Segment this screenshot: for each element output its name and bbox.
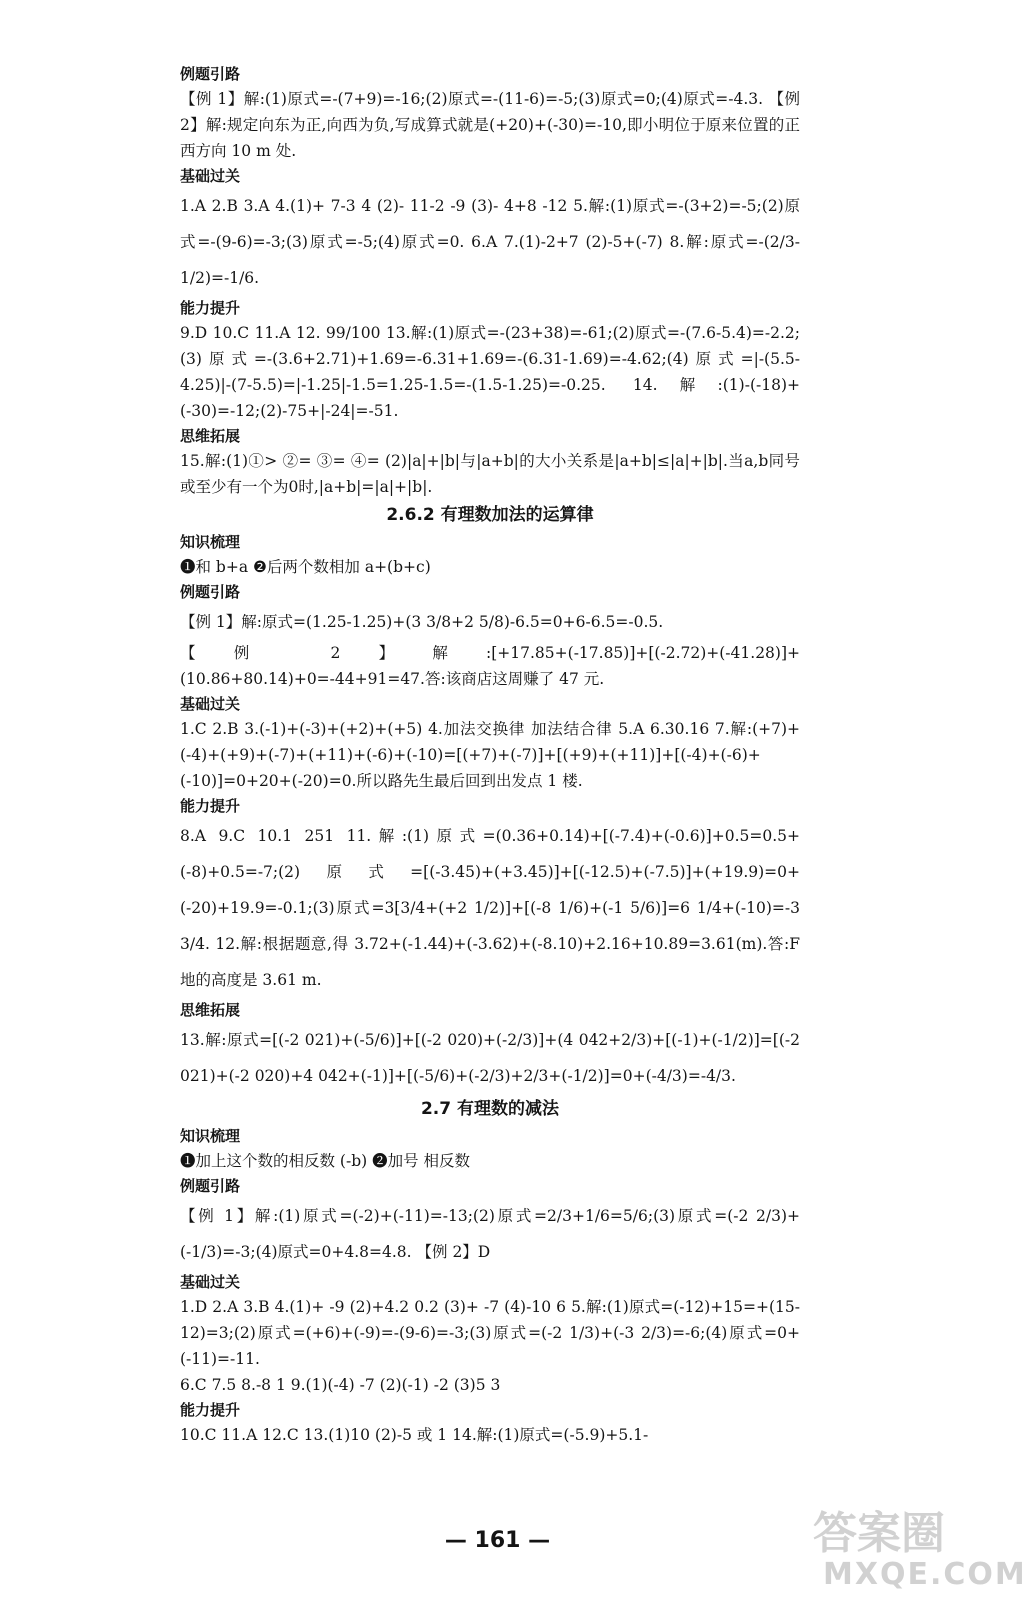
heading-basic-3: 基础过关 — [180, 1273, 241, 1291]
watermark-logo — [803, 1497, 1027, 1592]
answer-page — [180, 62, 800, 1448]
watermark-en: MXQE.COM — [823, 1557, 1027, 1592]
thinking-2-text: 13.解:原式=[(-2 021)+(-5/6)]+[(-2 020)+(-2/3)]+(4 042+2/3)+[(-1)+(-1/2)]=[(-2 021)+(-2 020)+4 042+(-1)]+[(-5/6)+(-2/3)+2/3+(-1/2)]=0+(-4/3)=-4/3. — [180, 1031, 800, 1085]
heading-basic-2: 基础过关 — [180, 695, 241, 713]
examples-1-text: 【例 1】解:(1)原式=-(7+9)=-16;(2)原式=-(11-6)=-5;(3)原式=0;(4)原式=-4.3. 【例 2】解:规定向东为正,向西为负,写成算式就是(+20)+(-30)=-10,即小明位于原来位置的正西方向 10 m 处. — [180, 90, 800, 160]
heading-ability-1: 能力提升 — [180, 299, 241, 317]
heading-ability-3: 能力提升 — [180, 1401, 241, 1419]
heading-basic-1: 基础过关 — [180, 167, 241, 185]
heading-thinking-1: 思维拓展 — [180, 427, 241, 445]
basic-1-text: 1.A 2.B 3.A 4.(1)+ 7-3 4 (2)- 11-2 -9 (3)- 4+8 -12 5.解:(1)原式=-(3+2)=-5;(2)原式=-(9-6)=-3;(3)原式=-5;(4)原式=0. 6.A 7.(1)-2+7 (2)-5+(-7) 8.解:原式=-(2/3-1/2)=-1/6. — [180, 197, 800, 287]
heading-thinking-2: 思维拓展 — [180, 1001, 241, 1019]
basic-2-text: 1.C 2.B 3.(-1)+(-3)+(+2)+(+5) 4.加法交换律 加法结合律 5.A 6.30.16 7.解:(+7)+(-4)+(+9)+(-7)+(+11)+(-6)+(-10)=[(+7)+(-7)]+[(+9)+(+11)]+[(-4)+(-6)+(-10)]=0+20+(-20)=0.所以路先生最后回到出发点 1 楼. — [180, 720, 800, 790]
thinking-1-text: 15.解:(1)①> ②= ③= ④= (2)|a|+|b|与|a+b|的大小关系是|a+b|≤|a|+|b|.当a,b同号或至少有一个为0时,|a+b|=|a|+|b|. — [180, 452, 800, 496]
heading-examples-1: 例题引路 — [180, 65, 241, 83]
heading-knowledge-1: 知识梳理 — [180, 533, 241, 551]
ability-3-text: 10.C 11.A 12.C 13.(1)10 (2)-5 或 1 14.解:(1)原式=(-5.9)+5.1- — [180, 1426, 649, 1444]
basic-3-text: 1.D 2.A 3.B 4.(1)+ -9 (2)+4.2 0.2 (3)+ -7 (4)-10 6 5.解:(1)原式=(-12)+15=+(15-12)=3;(2)原式=(+6)+(-9)=-(9-6)=-3;(3)原式=(-2 1/3)+(-3 2/3)=-6;(4)原式=0+(-11)=-11. — [180, 1298, 800, 1368]
knowledge-2-text: ❶加上这个数的相反数 (-b) ❷加号 相反数 — [180, 1152, 471, 1170]
watermark-cn: 答案圈 — [813, 1508, 945, 1559]
heading-examples-2: 例题引路 — [180, 583, 241, 601]
page-number: — 161 — — [444, 1528, 551, 1553]
examples-2-ex2-text: 【例 2】解:[+17.85+(-17.85)]+[(-2.72)+(-41.28)]+(10.86+80.14)+0=-44+91=47.答:该商店这周赚了 47 元. — [180, 644, 800, 688]
section-title-2-6-2: 2.6.2 有理数加法的运算律 — [386, 505, 594, 525]
examples-3-text: 【例 1】解:(1)原式=(-2)+(-11)=-13;(2)原式=2/3+1/6=5/6;(3)原式=(-2 2/3)+(-1/3)=-3;(4)原式=0+4.8=4.8. 【例 2】D — [180, 1207, 800, 1261]
examples-2-ex1-text: 【例 1】解:原式=(1.25-1.25)+(3 3/8+2 5/8)-6.5=0+6-6.5=-0.5. — [180, 613, 664, 631]
heading-examples-3: 例题引路 — [180, 1177, 241, 1195]
basic-3-text-2: 6.C 7.5 8.-8 1 9.(1)(-4) -7 (2)(-1) -2 (3)5 3 — [180, 1376, 501, 1394]
heading-ability-2: 能力提升 — [180, 797, 241, 815]
ability-2-text: 8.A 9.C 10.1 251 11.解:(1)原式=(0.36+0.14)+[(-7.4)+(-0.6)]+0.5=0.5+(-8)+0.5=-7;(2)原式=[(-3.45)+(+3.45)]+[(-12.5)+(-7.5)]+(+19.9)=0+(-20)+19.9=-0.1;(3)原式=3[3/4+(+2 1/2)]+[(-8 1/6)+(-1 5/6)]=6 1/4+(-10)=-3 3/4. 12.解:根据题意,得 3.72+(-1.44)+(-3.62)+(-8.10)+2.16+10.89=3.61(m).答:F 地的高度是 3.61 m. — [180, 827, 800, 989]
ability-1-text: 9.D 10.C 11.A 12. 99/100 13.解:(1)原式=-(23+38)=-61;(2)原式=-(7.6-5.4)=-2.2;(3)原式=-(3.6+2.71)+1.69=-6.31+1.69=-(6.31-1.69)=-4.62;(4)原式=|-(5.5-4.25)|-(7-5.5)=|-1.25|-1.5=1.25-1.5=-(1.5-1.25)=-0.25. 14.解:(1)-(-18)+(-30)=-12;(2)-75+|-24|=-51. — [180, 324, 800, 420]
heading-knowledge-2: 知识梳理 — [180, 1127, 241, 1145]
knowledge-1-text: ❶和 b+a ❷后两个数相加 a+(b+c) — [180, 558, 431, 576]
section-title-2-7: 2.7 有理数的减法 — [420, 1099, 560, 1119]
